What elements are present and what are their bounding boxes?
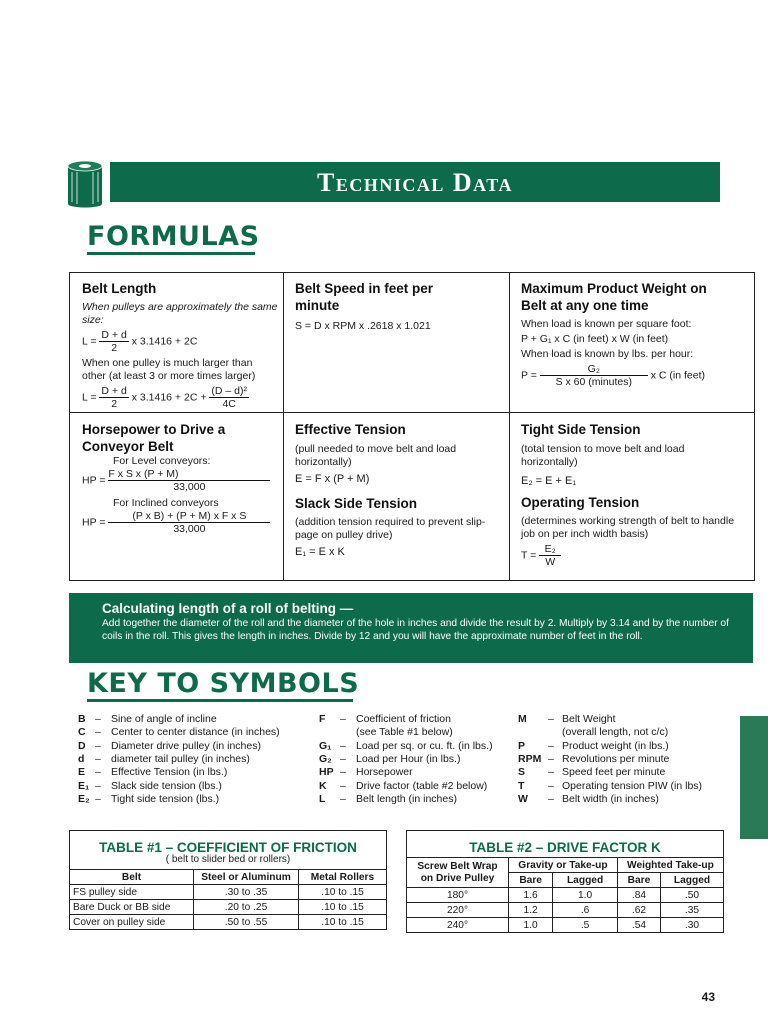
denominator: 33,000 — [173, 523, 206, 535]
denominator: 2 — [111, 342, 118, 354]
symbol-key: C — [78, 726, 86, 739]
column-header: Screw Belt Wrap on Drive Pulley — [407, 858, 509, 888]
symbol-dash: – — [548, 779, 554, 792]
formula-mid: x 3.1416 + 2C + — [131, 391, 207, 404]
cell-desc: (determines working strength of belt to handle job on per inch width basis) — [521, 515, 735, 540]
symbol-description: (see Table #1 below) — [356, 726, 453, 739]
table-cell: Bare Duck or BB side — [70, 900, 194, 915]
symbol-description: Tight side tension (lbs.) — [111, 792, 220, 805]
symbol-key: K — [319, 779, 327, 792]
symbol-description: Load per Hour (in lbs.) — [356, 752, 461, 765]
formula-lhs: L = — [82, 391, 97, 404]
cell-title: Slack Side Tension — [295, 496, 418, 511]
table-cell: .5 — [553, 918, 618, 933]
formula-lhs: T = — [521, 549, 537, 562]
column-header: Bare — [509, 873, 553, 888]
table-cell: .20 to .25 — [194, 900, 299, 915]
cell-title: Maximum Product Weight on Belt at any one time — [521, 281, 707, 313]
symbol-dash: – — [95, 713, 101, 725]
table-header-row — [70, 870, 387, 885]
table-cell: .30 — [661, 918, 724, 933]
symbol-key: E — [78, 766, 86, 779]
cell-line: When load is known by lbs. per hour: — [521, 348, 694, 360]
symbol-description: Coefficient of friction — [356, 713, 451, 725]
symbol-description: Product weight (in lbs.) — [562, 739, 669, 752]
numerator: (D – d)² — [211, 385, 247, 397]
table-cell: .84 — [617, 888, 660, 903]
cell-line: When load is known per square foot: — [521, 318, 692, 330]
symbol-dash: – — [548, 792, 554, 805]
callout-title: Calculating length of a roll of belting — — [102, 601, 354, 616]
symbol-key: G₁ — [319, 739, 332, 752]
formulas-heading: FORMULAS — [87, 221, 260, 252]
formula-lhs: P = — [521, 369, 537, 382]
symbol-key: M — [518, 713, 527, 725]
numerator: D + d — [101, 329, 127, 341]
cell-title: Effective Tension — [295, 422, 406, 437]
table-cell: 1.0 — [509, 918, 553, 933]
symbol-description: Belt Weight — [562, 713, 616, 725]
symbol-description: Diameter drive pulley (in inches) — [111, 739, 261, 752]
symbol-description: Horsepower — [356, 766, 413, 779]
denominator: W — [545, 556, 556, 568]
column-group-header: Gravity or Take-up — [509, 858, 618, 873]
denominator: S x 60 (minutes) — [555, 376, 633, 388]
symbol-key: RPM — [518, 752, 542, 765]
symbol-dash: – — [95, 779, 101, 792]
symbol-key: B — [78, 713, 86, 725]
table-cell: .30 to .35 — [194, 885, 299, 900]
table-cell: .54 — [617, 918, 660, 933]
cell-note: When one pulley is much larger than other (at least 3 or more times larger) — [82, 357, 256, 382]
key-heading: KEY TO SYMBOLS — [87, 668, 360, 699]
table-cell: 240° — [407, 918, 509, 933]
symbol-description: Load per sq. or cu. ft. (in lbs.) — [356, 739, 493, 752]
table1-header — [69, 830, 387, 871]
formula-rhs: x C (in feet) — [650, 369, 705, 382]
table-row — [70, 885, 387, 900]
friction-table — [69, 869, 387, 930]
cell-desc: (total tension to move belt and load horizontally) — [521, 443, 685, 468]
symbol-dash: – — [340, 766, 346, 779]
symbol-dash: – — [340, 752, 346, 765]
symbol-key: T — [518, 779, 525, 792]
symbol-description: Revolutions per minute — [562, 752, 670, 765]
cell-desc: (addition tension required to prevent slip-page on pulley drive) — [295, 516, 486, 541]
symbol-description: Drive factor (table #2 below) — [356, 779, 488, 792]
table-header-row — [407, 858, 724, 873]
symbol-key: HP — [319, 766, 334, 779]
page-number: 43 — [701, 990, 715, 1004]
symbol-key: P — [518, 739, 526, 752]
cell-title: Tight Side Tension — [521, 422, 641, 437]
column-group-header: Weighted Take-up — [617, 858, 723, 873]
symbol-description: Belt width (in inches) — [562, 792, 659, 805]
symbol-description: Speed feet per minute — [562, 766, 666, 779]
symbol-dash: – — [340, 713, 346, 725]
formula-rhs: x 3.1416 + 2C — [131, 335, 198, 348]
table2-title: TABLE #2 – DRIVE FACTOR K — [469, 840, 661, 855]
table-cell: .10 to .15 — [299, 885, 387, 900]
table-cell: .6 — [553, 903, 618, 918]
column-header: Steel or Aluminum — [194, 870, 299, 885]
symbol-dash: – — [340, 779, 346, 792]
formula-lhs: HP = — [82, 474, 106, 487]
denominator: 33,000 — [173, 481, 206, 493]
table-cell: .62 — [617, 903, 660, 918]
table-cell: 1.6 — [509, 888, 553, 903]
table-cell: 220° — [407, 903, 509, 918]
formula-lhs: HP = — [82, 516, 106, 529]
numerator: (P x B) + (P + M) x F x S — [108, 510, 270, 523]
symbol-description: Operating tension PIW (in lbs) — [562, 779, 703, 792]
cell-note: When pulleys are approximately the same size: — [82, 301, 278, 326]
table1-title: TABLE #1 – COEFFICIENT OF FRICTION — [99, 840, 357, 855]
table1-subtitle: ( belt to slider bed or rollers) — [165, 854, 291, 865]
column-header: Metal Rollers — [299, 870, 387, 885]
table-cell: .35 — [661, 903, 724, 918]
cell-title: Belt Speed in feet per minute — [295, 281, 434, 313]
cell-line: P + G₁ x C (in feet) x W (in feet) — [521, 333, 669, 345]
table-row — [70, 915, 387, 930]
formula-lhs: L = — [82, 335, 97, 348]
cell-title: Belt Length — [82, 281, 157, 296]
numerator: G₂ — [540, 363, 648, 376]
column-header: Belt — [70, 870, 194, 885]
symbol-dash: – — [548, 752, 554, 765]
table-row — [407, 888, 724, 903]
table2-header — [406, 830, 724, 858]
cell-title: Horsepower to Drive a Conveyor Belt — [82, 422, 226, 454]
symbol-description: (overall length, not c/c) — [562, 726, 669, 739]
symbol-key: d — [78, 752, 85, 765]
symbol-key: W — [518, 792, 528, 805]
effective-formula: E = F x (P + M) — [295, 473, 370, 485]
table-row — [407, 903, 724, 918]
drive-factor-table — [406, 857, 724, 933]
table-cell: 180° — [407, 888, 509, 903]
symbol-description: Belt length (in inches) — [356, 792, 457, 805]
table-cell: FS pulley side — [70, 885, 194, 900]
column-header: Lagged — [661, 873, 724, 888]
table-row — [70, 900, 387, 915]
hp-incl-label: For Inclined conveyors — [113, 497, 219, 509]
cell-title: Operating Tension — [521, 495, 640, 510]
numerator: F x S x (P + M) — [108, 468, 270, 481]
callout-body: Add together the diameter of the roll and the diameter of the hole in inches and divide the result by 2. Multiply by 3.14 and by the number of coils in the roll. This gives the length in inches. Divide by 12 and you will have the approximate number of feet in the roll. — [102, 618, 729, 643]
slack-formula: E₁ = E x K — [295, 546, 345, 558]
symbol-description: Slack side tension (lbs.) — [111, 779, 222, 792]
symbol-dash: – — [548, 713, 554, 725]
symbol-key: G₂ — [319, 752, 332, 765]
table-cell: .10 to .15 — [299, 915, 387, 930]
symbol-dash: – — [340, 739, 346, 752]
symbol-key: L — [319, 792, 326, 805]
numerator: E₂ — [539, 543, 561, 556]
table-cell: Cover on pulley side — [70, 915, 194, 930]
table-cell: 1.2 — [509, 903, 553, 918]
hp-level-label: For Level conveyors: — [113, 455, 211, 467]
cell-desc: (pull needed to move belt and load horizontally) — [295, 443, 457, 468]
symbol-dash: – — [95, 792, 101, 805]
symbol-description: Effective Tension (in lbs.) — [111, 766, 228, 779]
symbol-key: E₁ — [78, 779, 90, 792]
symbol-description: Sine of angle of incline — [111, 713, 217, 725]
symbol-key: F — [319, 713, 326, 725]
symbol-dash: – — [95, 752, 101, 765]
column-header: Bare — [617, 873, 660, 888]
table-cell: .10 to .15 — [299, 900, 387, 915]
symbol-dash: – — [340, 792, 346, 805]
tight-formula: E₂ = E + E₁ — [521, 475, 577, 487]
page-title: Technical Data — [317, 168, 513, 197]
symbol-dash: – — [548, 739, 554, 752]
denominator: 4C — [222, 398, 236, 410]
table-cell: .50 — [661, 888, 724, 903]
table-cell: .50 to .55 — [194, 915, 299, 930]
numerator: D + d — [101, 385, 127, 397]
symbol-key: D — [78, 739, 86, 752]
symbol-description: Center to center distance (in inches) — [111, 726, 280, 739]
symbol-key: S — [518, 766, 526, 779]
table-row — [407, 918, 724, 933]
symbol-dash: – — [95, 739, 101, 752]
belt-speed-formula: S = D x RPM x .2618 x 1.021 — [295, 320, 431, 332]
symbol-key: E₂ — [78, 792, 90, 805]
symbol-dash: – — [95, 766, 101, 779]
table-cell: 1.0 — [553, 888, 618, 903]
symbol-description: diameter tail pulley (in inches) — [111, 752, 250, 765]
column-header: Lagged — [553, 873, 618, 888]
denominator: 2 — [111, 398, 118, 410]
symbol-dash: – — [548, 766, 554, 779]
symbol-dash: – — [95, 726, 101, 739]
